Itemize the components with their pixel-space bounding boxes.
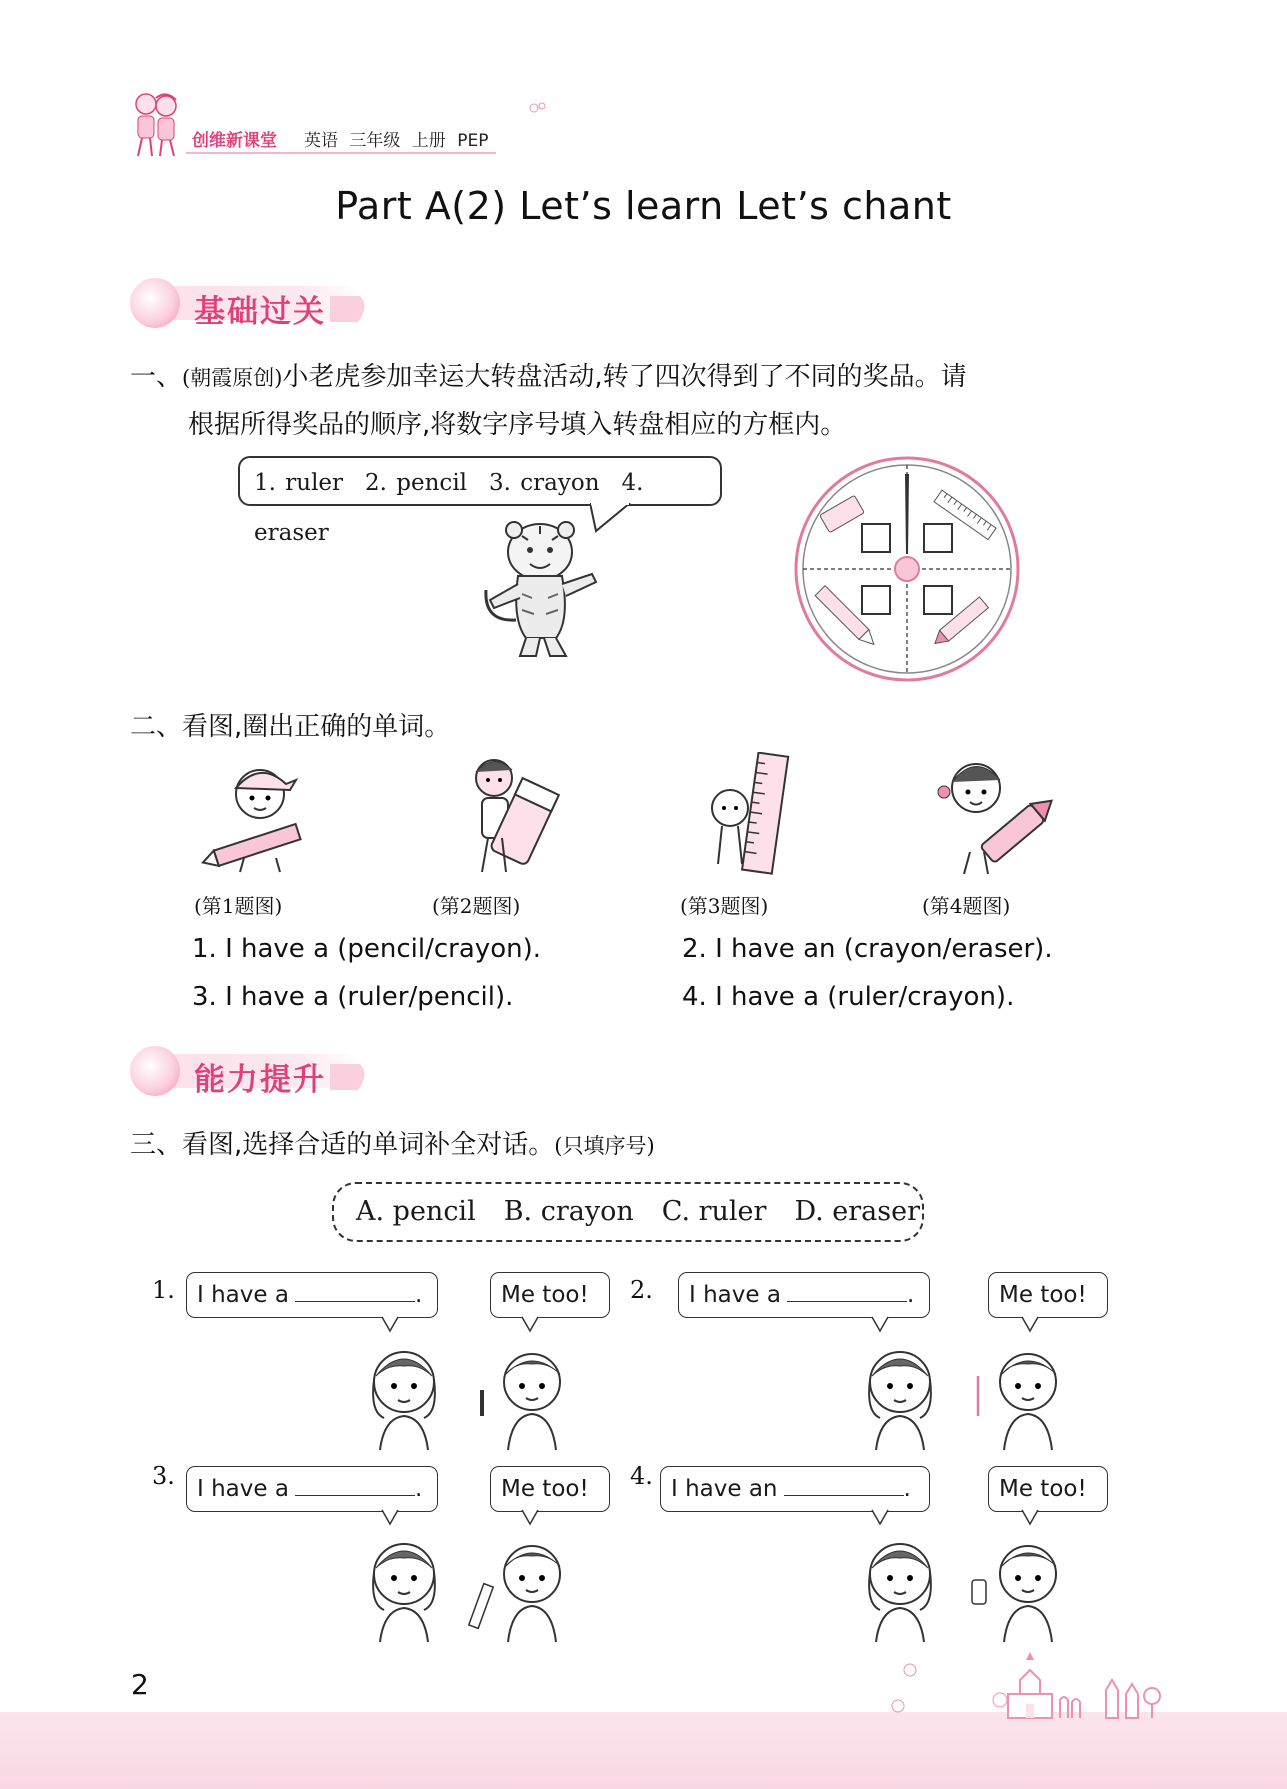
bubble-text: I have a [197, 1282, 289, 1308]
section-label: 基础过关 [194, 294, 326, 330]
choice-sentence-3: 3. I have a (ruler/pencil). [192, 982, 514, 1012]
q1-line2: 根据所得奖品的顺序,将数字序号填入转盘相应的方框内。 [188, 410, 847, 440]
q1-line1 [130, 356, 967, 393]
caption-4: (第4题图) [922, 894, 1011, 918]
dialog-left-bubble: I have a . [186, 1466, 438, 1512]
word-option: A. pencil [356, 1196, 476, 1227]
answer-box [924, 586, 952, 614]
header-divider [186, 152, 496, 154]
answer-box [862, 524, 890, 552]
section-banner-advanced [130, 1046, 370, 1096]
bubble-text: Me too! [999, 1282, 1087, 1308]
prize-item: 1. ruler [254, 470, 344, 496]
q3-text: 三、看图,选择合适的单词补全对话。 [130, 1130, 555, 1160]
dialog-left-bubble: I have an . [660, 1466, 930, 1512]
kid-badge-icon [130, 278, 180, 328]
caption-2: (第2题图) [432, 894, 521, 918]
q1-note: (朝霞原创) [182, 366, 283, 390]
answer-box [924, 524, 952, 552]
q1-prefix: 一、 [130, 362, 183, 392]
dialog-number: 3. [152, 1462, 175, 1490]
dialog-right-bubble [988, 1272, 1108, 1318]
girl-with-crayon-illustration [930, 752, 1055, 877]
prize-item: 3. crayon [489, 470, 600, 496]
answer-blank[interactable] [787, 1277, 907, 1302]
prize-item: 2. pencil [365, 470, 468, 496]
dialog-number: 2. [630, 1276, 653, 1304]
q3-instruction [130, 1124, 655, 1161]
boy-with-ruler-illustration [700, 752, 800, 877]
q3-note: (只填序号) [554, 1134, 655, 1158]
banner-tail [330, 296, 370, 324]
header-subject: 英语 三年级 上册 PEP [304, 131, 489, 151]
flower-decoration-icon [526, 98, 550, 118]
answer-box [862, 586, 890, 614]
kids-logo-illustration [128, 88, 184, 160]
word-bank [332, 1182, 924, 1242]
tiger-illustration [470, 510, 610, 660]
section-label: 能力提升 [194, 1062, 326, 1098]
dialog-illustrations [0, 1316, 1287, 1646]
dialog-left-bubble: I have a . [186, 1272, 438, 1318]
page-number: 2 [131, 1668, 149, 1701]
ruler-icon [469, 1584, 493, 1629]
bubble-text: I have a [197, 1476, 289, 1502]
caption-3: (第3题图) [680, 894, 769, 918]
header-brand: 创维新课堂 [192, 131, 277, 151]
dialog-left-bubble: I have a . [678, 1272, 930, 1318]
dialog-number: 4. [630, 1462, 653, 1490]
choice-sentence-4: 4. I have a (ruler/crayon). [682, 982, 1015, 1012]
footer-band [0, 1712, 1287, 1789]
boy-with-pencil-illustration [200, 760, 320, 875]
choice-sentence-1: 1. I have a (pencil/crayon). [192, 934, 541, 964]
word-option: B. crayon [503, 1196, 634, 1227]
section-banner-basic [130, 278, 370, 328]
castle-decoration-icon [880, 1650, 1170, 1720]
dialog-right-bubble [490, 1272, 610, 1318]
choice-sentence-2: 2. I have an (crayon/eraser). [682, 934, 1053, 964]
eraser-icon [972, 1580, 986, 1604]
answer-blank[interactable] [295, 1277, 415, 1302]
word-option: C. ruler [661, 1196, 767, 1227]
bubble-text: Me too! [999, 1476, 1087, 1502]
prize-list-bubble [238, 456, 722, 546]
dialog-number: 1. [152, 1276, 175, 1304]
prize-wheel [792, 454, 1022, 684]
q2-instruction: 二、看图,圈出正确的单词。 [130, 712, 451, 742]
bubble-text: Me too! [501, 1476, 589, 1502]
kid-badge-icon [130, 1046, 180, 1096]
bubble-text: Me too! [501, 1282, 589, 1308]
q1-text1: 小老虎参加幸运大转盘活动,转了四次得到了不同的奖品。请 [282, 362, 967, 392]
page-title: Part A(2) Let’s learn Let’s chant [335, 184, 952, 228]
caption-1: (第1题图) [194, 894, 283, 918]
girl-with-eraser-illustration [460, 752, 560, 877]
banner-tail [330, 1064, 370, 1092]
bubble-text: I have a [689, 1282, 781, 1308]
word-option: D. eraser [794, 1196, 921, 1227]
prize-item: 4. eraser [254, 470, 644, 546]
bubble-text: I have an [671, 1476, 778, 1502]
